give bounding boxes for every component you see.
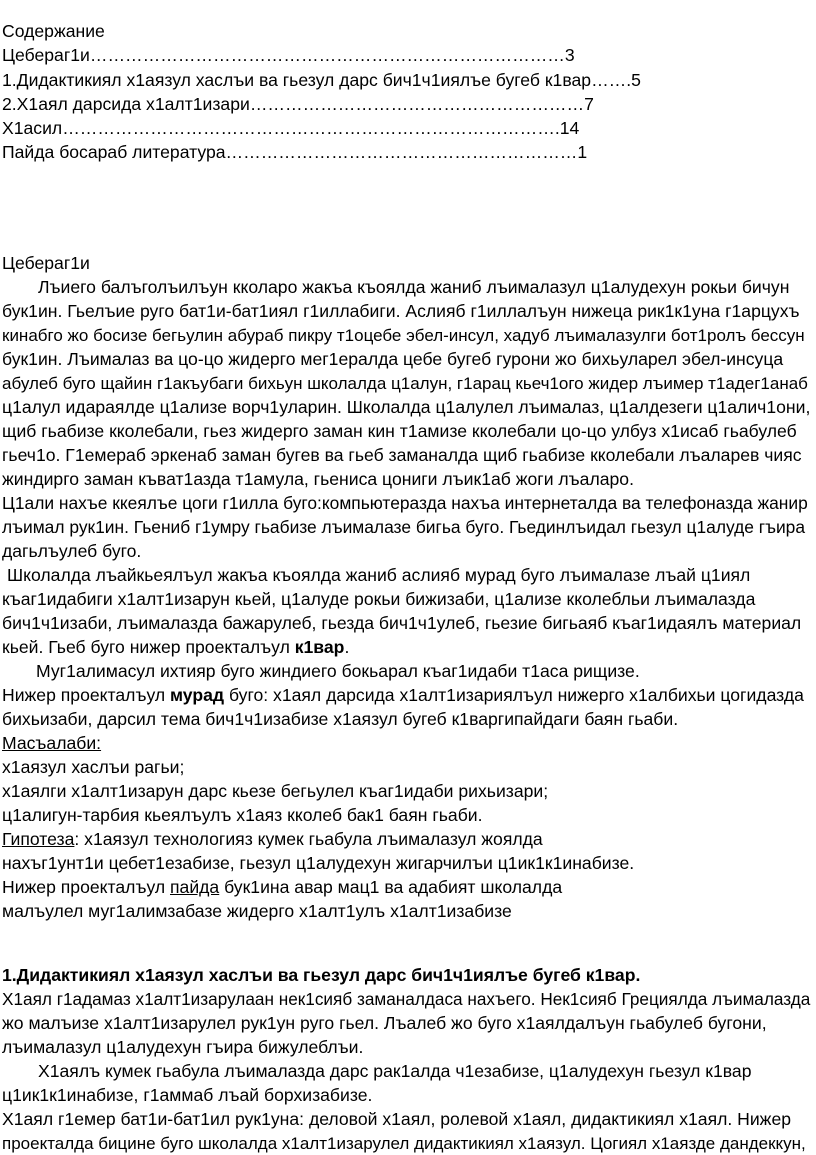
- task-item: ц1алигун-тарбия кьеялъулъ х1аяз кколеб бак1 баян гьаби.: [2, 805, 483, 825]
- intro-p2-line: дагьлъулеб буго.: [2, 541, 142, 561]
- toc-item: Цебераг1и………………………………………………………………………3: [2, 45, 575, 65]
- intro-p3-line: Школалда лъайкьеялъул жакъа къоялда жаниб аслияб мурад буго лъималазе лъай ц1иял: [7, 565, 751, 585]
- intro-p4-line: Муг1алимасул ихтияр буго жиндиего бокьарал къаг1идаби т1аса рищизе.: [36, 661, 640, 681]
- section1-heading: 1.Дидактикиял х1аязул хаслъи ва гьезул дарс бич1ч1иялъе бугеб к1вар.: [2, 965, 641, 985]
- section1-p3-line: Х1аял г1емер бат1и-бат1ил рук1уна: деловой х1аял, ролевой х1аял, дидактикиял х1аял. Нижер: [2, 1109, 792, 1129]
- intro-p1-line: кинабго жо босизе бегьулин абураб пикру т1оцебе эбел-инсул, хадуб лъималазулги бот1ролъ бессун: [2, 326, 805, 345]
- intro-p1-line: бук1ин. Лъималаз ва цо-цо жидерго мег1ералда цебе бугеб гурони жо бихьуларел эбел-инсуца: [2, 349, 784, 369]
- intro-p5-line: Нижер проекталъул мурад буго: х1аял дарсида х1алт1изариялъул нижерго х1албихьи цогидазда: [2, 685, 804, 705]
- intro-p1-line: щиб гьабизе кколебали, гьез жидерго заман кин т1амизе кколебали цо-цо улбуз х1исаб гьабулеб: [2, 421, 797, 441]
- section1-p1-line: лъималазул ц1алудехун гъира бижулеблъи.: [2, 1037, 364, 1057]
- benefit-term: пайда: [170, 877, 220, 897]
- goal-term: мурад: [170, 685, 225, 705]
- section1-p2-line: ц1ик1к1инабизе, г1аммаб лъай борхизабизе.: [2, 1085, 373, 1105]
- toc-item: 2.Х1аял дарсида х1алт1изари…………………………………………………7: [2, 94, 594, 114]
- intro-p3-line: къаг1идабиги х1алт1изарун кьей, ц1алуде рокьи бижизаби, ц1ализе кколебльи лъималазда: [2, 589, 756, 609]
- section1-p2-line: Х1аялъ кумек гьабула лъималазда дарс рак1алда ч1езабизе, ц1алудехун гьезул к1вар: [38, 1061, 752, 1081]
- intro-heading: Цебераг1и: [2, 253, 90, 273]
- benefit-line: малъулел муг1алимзабазе жидерго х1алт1улъ х1алт1изабизе: [2, 901, 512, 921]
- importance-term: к1вар: [294, 637, 345, 657]
- intro-p5-line: бихьизаби, дарсил тема бич1ч1изабизе х1аязул бугеб к1варгипайдаги баян гьаби.: [2, 709, 679, 729]
- benefit-line: Нижер проекталъул пайда бук1ина авар мац1 ва адабият школалда: [2, 877, 563, 897]
- task-item: х1аязул хаслъи рагьи;: [2, 757, 185, 777]
- section1-p3-line: проекталда бицине буго школалда х1алт1изарулел дидактикиял х1аязул. Цогиял х1аязде дандеккун,: [2, 1134, 806, 1153]
- section1-p1-line: Х1аял г1адамаз х1алт1изарулаан нек1сияб заманалдаса нахъего. Нек1сияб Грециялда лъималазда: [2, 989, 811, 1009]
- intro-p1-line: ц1алул идараялде ц1ализе ворч1уларин. Школалда ц1алулел лъималаз, ц1алдезеги ц1алич1они,: [2, 397, 811, 417]
- toc-heading: Содержание: [2, 21, 105, 41]
- intro-p1-line: гьеч1о. Г1емераб эркенаб заман бугев ва гьеб заманалда щиб гьабизе кколебали лъаларев чияс: [2, 445, 802, 465]
- task-item: х1аялги х1алт1изарун дарс кьезе бегьулел къаг1идаби рихьизари;: [2, 781, 549, 801]
- intro-p3-line: бич1ч1изаби, лъималазда бажарулеб, гьезда бич1ч1улеб, гьезие бигьаяб къаг1идаялъ материал: [2, 613, 802, 633]
- intro-p1-line: жиндирго заман къват1азда т1амула, гьениса цониги лъик1аб жоги лъаларо.: [2, 469, 634, 489]
- intro-p2-line: лъимал рук1ин. Гьениб г1умру гьабизе лъималазе бигьа буго. Гьединлъидал гьезул ц1алуде гъира: [2, 517, 806, 537]
- hypothesis-line: Гипотеза: х1аязул технологияз кумек гьабула лъималазул жоялда: [2, 829, 543, 849]
- intro-p1-line: бук1ин. Гьелъие руго бат1и-бат1иял г1иллабиги. Аслияб г1иллалъун нижеца рик1к1уна г1арцухъ: [2, 301, 800, 321]
- toc-item: Х1асил………………………………………………………………………….14: [2, 118, 580, 138]
- intro-p3-line: кьей. Гьеб буго нижер проекталъул к1вар.: [2, 637, 350, 657]
- hypothesis-label: Гипотеза: [2, 829, 75, 849]
- toc-item: Пайда босараб литература……………………………………………………1: [2, 142, 588, 162]
- intro-p1-line: Лъиего балъголъилъун кколаро жакъа къоялда жаниб лъималазул ц1алудехун рокьи бичун: [38, 277, 790, 297]
- tasks-heading: Масъалаби:: [2, 733, 102, 753]
- toc-item: 1.Дидактикиял х1аязул хаслъи ва гьезул дарс бич1ч1иялъе бугеб к1вар…….5: [2, 70, 641, 90]
- intro-p2-line: Ц1али нахъе ккеялъе цоги г1илла буго:компьютеразда нахъа интернеталда ва телефоназда жанир: [2, 493, 808, 513]
- hypothesis-line: нахъг1унт1и цебет1езабизе, гьезул ц1алудехун жигарчилъи ц1ик1к1инабизе.: [2, 853, 635, 873]
- intro-p1-line: абулеб буго щайин г1акъубаги бихьун школалда ц1алун, г1арац кьеч1ого жидер лъимер т1адег1анаб: [2, 374, 808, 393]
- section1-p1-line: жо малъизе х1алт1изарулел рук1ун руго гьел. Лъалеб жо буго х1аялдалъун гьабулеб бугони,: [2, 1013, 767, 1033]
